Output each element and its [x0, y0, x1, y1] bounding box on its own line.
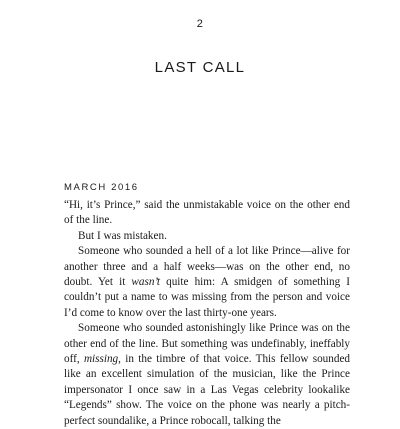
chapter-number: 2 — [196, 18, 204, 30]
body-text — [64, 198, 350, 429]
paragraph — [64, 321, 350, 429]
italic-run: wasn’t — [131, 276, 161, 289]
text-run: , in the timbre of that voice. This fellow sounded like an excellent simulation of the musician, like the Prince impersonator I once saw in a Las Vegas celebrity lookalike “Legends” show. The voice on the phone was nearly a pitch-perfect soundalike, a Prince robocall, talking the — [64, 353, 350, 427]
text-run: “Hi, it’s Prince,” said the unmistakable voice on the other end of the line. — [64, 199, 350, 227]
paragraph — [64, 229, 350, 244]
text-run: Someone who sounded a hell of a lot like Prince—alive for another three and a half weeks—was on the other end, no doubt. Yet it — [64, 245, 350, 289]
italic-run: missing — [83, 353, 119, 366]
text-run: But I was mistaken. — [78, 229, 167, 242]
paragraph — [64, 198, 350, 229]
chapter-title: LAST CALL — [154, 59, 246, 76]
paragraph — [64, 244, 350, 321]
text-run: Someone who sounded astonishingly like Prince was on the other end of the line. But something was undefinably, ineffably off, — [64, 322, 350, 366]
dateline: MARCH 2016 — [64, 182, 139, 193]
text-run: quite him: A smidgen of something I couldn’t put a name to was missing from the person and voice I’d come to know over the last thirty-one years. — [64, 276, 350, 319]
